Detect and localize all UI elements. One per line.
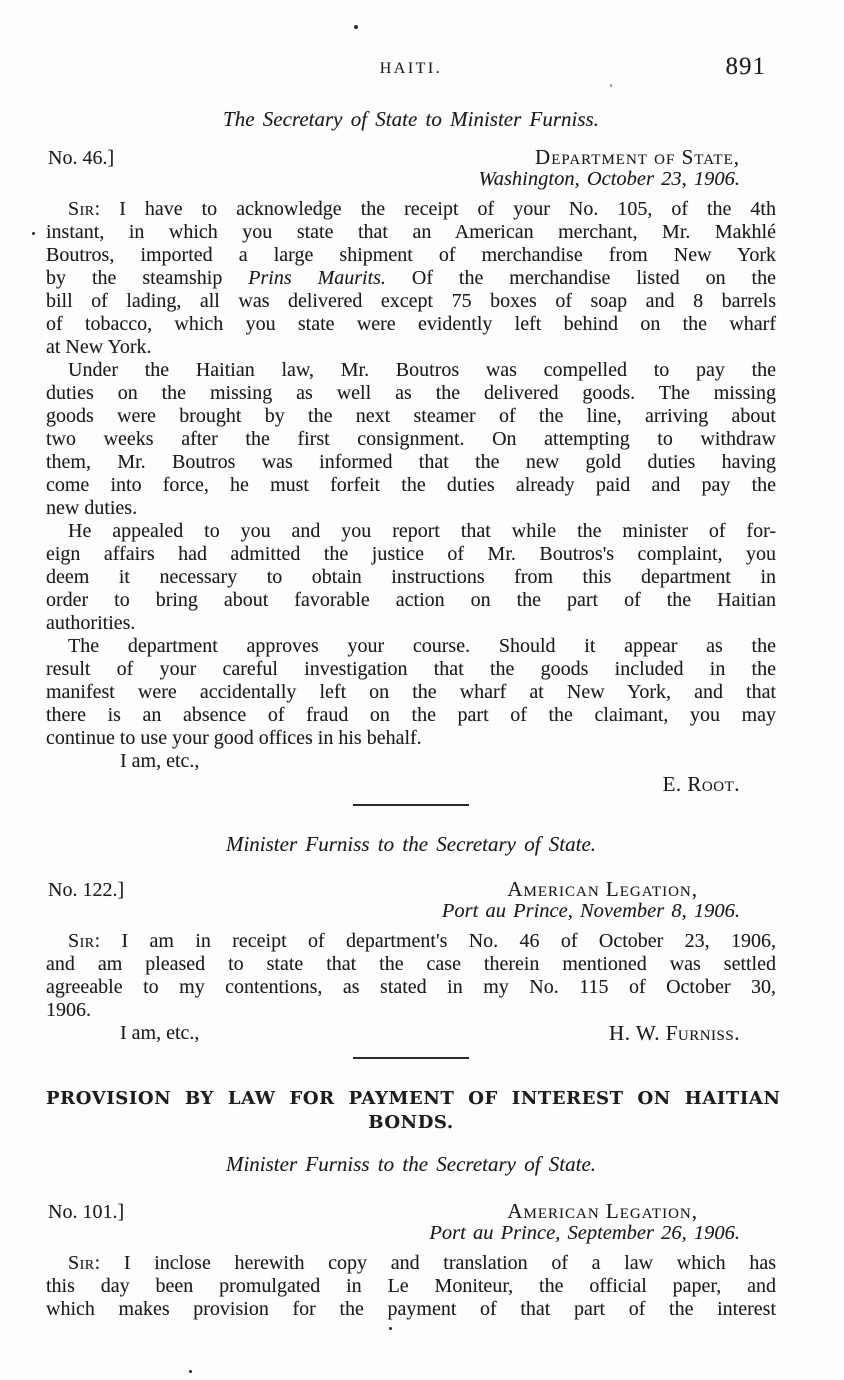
salutation: Sir [68, 198, 95, 220]
paragraph-line: duties on the missing as well as the delivered goods. The missing [46, 382, 776, 404]
paragraph-line: deem it necessary to obtain instructions from this department in [46, 566, 776, 588]
letter2-document-number: No. 122.] [48, 879, 125, 901]
letter2-body [46, 930, 776, 1022]
letter3-address-block [46, 1200, 776, 1244]
paragraph-line: He appealed to you and you report that while the minister of for- [68, 520, 776, 542]
letter1-signature-line [46, 773, 776, 796]
letter2-heading: Minister Furniss to the Secretary of State. [225, 832, 597, 856]
letter2-office-line: American Legation, [507, 877, 698, 901]
salutation: Sir [68, 1252, 95, 1274]
letter3-body [46, 1252, 776, 1321]
letter1-office-line: Department of State, [535, 145, 740, 169]
paragraph-line: them, Mr. Boutros was informed that the new gold duties having [46, 451, 776, 473]
letter1-document-number: No. 46.] [48, 147, 115, 169]
paragraph-line: result of your careful investigation that the goods included in the [46, 658, 776, 680]
paragraph-line: continue to use your good offices in his behalf. [46, 727, 422, 749]
paragraph-line [46, 267, 776, 290]
paragraph-line: order to bring about favorable action on the part of the Haitian [46, 589, 776, 611]
section-divider [353, 804, 469, 806]
letter3-doc-line [46, 1200, 776, 1244]
paragraph-line: which makes provision for the payment of that part of the interest [46, 1298, 776, 1320]
paragraph-line: Boutros, imported a large shipment of merchandise from New York [46, 244, 776, 266]
paragraph-line [46, 930, 776, 953]
letter2-closing: I am, etc., [120, 1022, 200, 1044]
paragraph-line: and am pleased to state that the case therein mentioned was settled [46, 953, 776, 975]
paragraph-line: 1906. [46, 999, 91, 1021]
line-text: : I inclose herewith copy and translation of a law which has [94, 1252, 776, 1274]
paragraph-line: The department approves your course. Should it appear as the [68, 635, 776, 657]
ship-name: Prins Maurits. [248, 267, 386, 289]
paragraph-line: of tobacco, which you state were evidently left behind on the wharf [46, 313, 776, 335]
running-head-title: HAITI. [379, 60, 443, 77]
section-heading-line: PROVISION BY LAW FOR PAYMENT OF INTEREST ON HAITIAN [46, 1088, 781, 1109]
letter2-doc-line [46, 878, 776, 922]
letter1-signature: E. Root. [662, 772, 740, 796]
paragraph-line: at New York. [46, 336, 152, 358]
line-text: Of the merchandise listed on the [385, 267, 776, 289]
letter1-dateline: Washington, October 23, 1906. [478, 168, 740, 190]
scan-speck [32, 232, 35, 235]
paragraph-line: new duties. [46, 497, 138, 519]
scan-speck [354, 25, 358, 29]
paragraph-line: there is an absence of fraud on the part of the claimant, you may [46, 704, 776, 726]
scan-speck [389, 1327, 392, 1330]
paragraph-line: instant, in which you state that an American merchant, Mr. Makhlé [46, 221, 776, 243]
scan-speck [189, 1370, 192, 1373]
page-header [46, 53, 776, 80]
paragraph-line: this day been promulgated in Le Moniteur, the official paper, and [46, 1275, 776, 1297]
paragraph-line: manifest were accidentally left on the wharf at New York, and that [46, 681, 776, 703]
scan-speck [610, 84, 612, 87]
section-heading [46, 1087, 781, 1135]
letter3-dateline: Port au Prince, September 26, 1906. [429, 1222, 740, 1244]
paragraph-line: agreeable to my contentions, as stated in my No. 115 of October 30, [46, 976, 776, 998]
paragraph-line: eign affairs had admitted the justice of Mr. Boutros's complaint, you [46, 543, 776, 565]
section-heading-line: BONDS. [368, 1112, 454, 1133]
letter1-doc-line [46, 146, 776, 190]
paragraph-line: come into force, he must forfeit the duties already paid and pay the [46, 474, 776, 496]
paragraph-line: goods were brought by the next steamer of the line, arriving about [46, 405, 776, 427]
page-number: 891 [725, 53, 766, 80]
letter2-closing-line [46, 1022, 776, 1045]
line-text: : I am in receipt of department's No. 46 of October 23, 1906, [94, 930, 776, 952]
letter2-dateline: Port au Prince, November 8, 1906. [441, 900, 740, 922]
letter1-heading: The Secretary of State to Minister Furniss. [223, 107, 599, 131]
paragraph-line: bill of lading, all was delivered except 75 boxes of soap and 8 barrels [46, 290, 776, 312]
line-text: : I have to acknowledge the receipt of your No. 105, of the 4th [94, 198, 776, 220]
letter1-body [46, 198, 776, 750]
salutation: Sir [68, 930, 95, 952]
paragraph-line: two weeks after the first consignment. On attempting to withdraw [46, 428, 776, 450]
section-divider [353, 1057, 469, 1059]
letter2-signature: H. W. Furniss. [609, 1021, 740, 1045]
letter3-document-number: No. 101.] [48, 1201, 125, 1223]
letter2-address-block [46, 878, 776, 922]
paragraph-line [46, 1252, 776, 1275]
letter3-office-line: American Legation, [507, 1199, 698, 1223]
paragraph-line: Under the Haitian law, Mr. Boutros was compelled to pay the [68, 359, 776, 381]
letter1-closing: I am, etc., [120, 750, 200, 772]
letter3-heading: Minister Furniss to the Secretary of State. [225, 1152, 597, 1176]
paragraph-line [46, 198, 776, 221]
line-text: by the steamship [46, 267, 249, 289]
letter1-address-block [46, 146, 776, 190]
paragraph-line: authorities. [46, 612, 136, 634]
